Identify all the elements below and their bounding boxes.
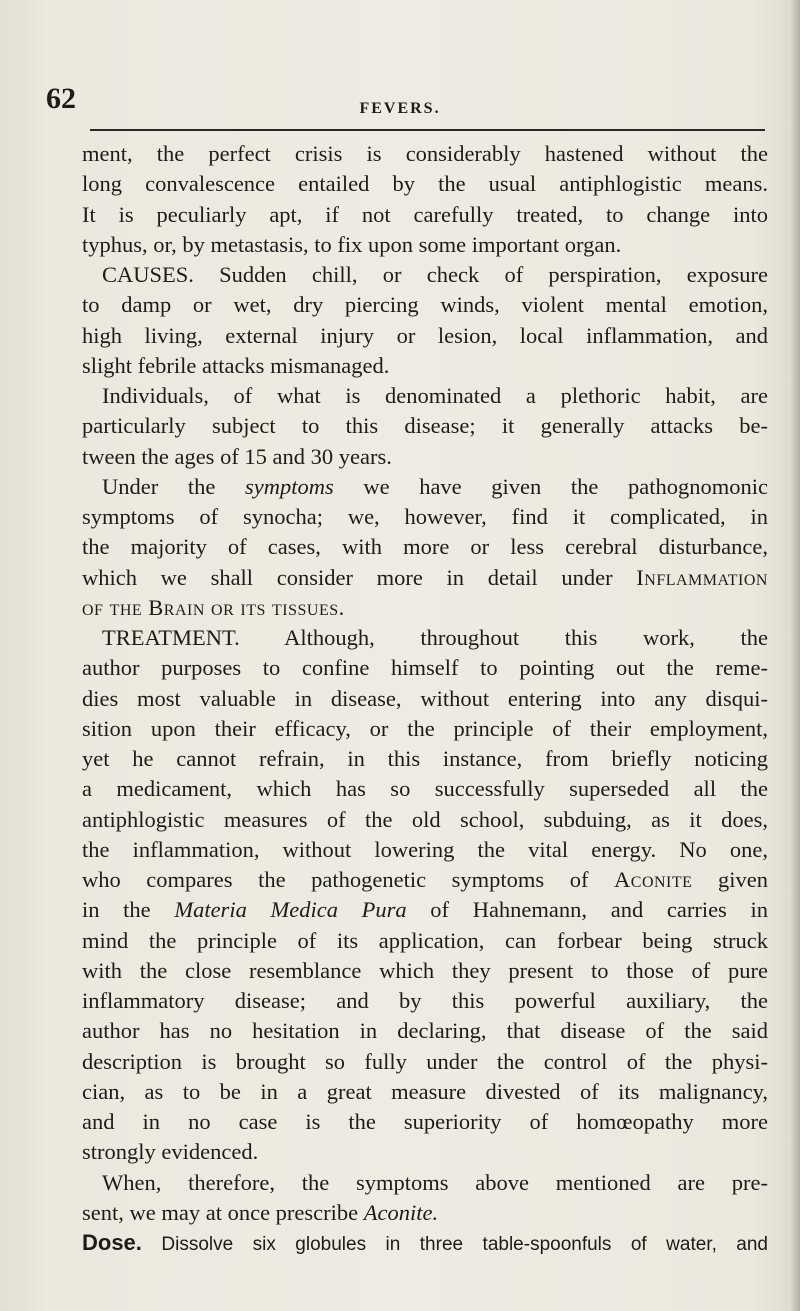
text-line: typhus, or, by metastasis, to fix upon some important organ. bbox=[82, 231, 622, 257]
text-line: with the close resemblance which they present to those of pure bbox=[82, 957, 768, 983]
text-line: slight febrile attacks mismanaged. bbox=[82, 352, 390, 378]
italic-text: Aconite. bbox=[363, 1199, 439, 1225]
text-line: When, therefore, the symptoms above mentioned are pre- bbox=[102, 1169, 768, 1195]
text-run: in the bbox=[82, 897, 175, 923]
text-run: who compares the pathogenetic symptoms of bbox=[82, 867, 615, 892]
section-heading: TREATMENT. bbox=[102, 625, 240, 650]
text-run: sent, we may at once prescribe bbox=[82, 1199, 364, 1225]
text-line: ment, the perfect crisis is considerably hastened without the bbox=[82, 141, 768, 166]
text-run: we have given the pathognomonic bbox=[333, 473, 768, 499]
text-line: sition upon their efficacy, or the principle of their employment, bbox=[82, 715, 768, 741]
section-heading: CAUSES. bbox=[102, 262, 194, 287]
small-caps-text: of the Brain or its tissues. bbox=[82, 594, 345, 620]
italic-text: symptoms bbox=[244, 473, 334, 499]
text-line: author purposes to confine himself to pointing out the reme- bbox=[82, 655, 768, 681]
text-line: Individuals, of what is denominated a plethoric habit, are bbox=[102, 383, 768, 408]
text-run: of Hahnemann, and carries in bbox=[406, 897, 768, 923]
text-line bbox=[82, 1198, 768, 1228]
text-line: yet he cannot refrain, in this instance, from briefly noticing bbox=[82, 746, 768, 771]
text-line bbox=[82, 472, 768, 502]
text-line bbox=[82, 593, 768, 623]
text-line bbox=[82, 895, 768, 925]
text-line: strongly evidenced. bbox=[82, 1139, 259, 1165]
text-line: long convalescence entailed by the usual antiphlogistic means. bbox=[82, 171, 768, 197]
body-text bbox=[82, 139, 768, 1258]
text-line: mind the principle of its application, can forbear being struck bbox=[82, 927, 768, 953]
text-line: description is brought so fully under the control of the physi- bbox=[82, 1048, 768, 1074]
text-line bbox=[82, 260, 768, 290]
text-line: dies most valuable in disease, without entering into any disqui- bbox=[82, 685, 768, 711]
small-caps-text: Inflammation bbox=[636, 564, 768, 590]
text-line bbox=[82, 623, 768, 653]
page-number: 62 bbox=[46, 82, 76, 115]
text-line: cian, as to be in a great measure divested of its malignancy, bbox=[82, 1078, 768, 1104]
dose-text: Dissolve six globules in three table-spoonfuls of water, and bbox=[141, 1234, 768, 1255]
small-caps-text: Aconite bbox=[614, 867, 693, 892]
text-line: symptoms of synocha; we, however, find it complicated, in bbox=[82, 504, 768, 529]
header-rule bbox=[90, 129, 765, 131]
text-line: tween the ages of 15 and 30 years. bbox=[82, 443, 392, 469]
text-line: particularly subject to this disease; it generally attacks be- bbox=[82, 413, 768, 439]
text-line bbox=[82, 865, 768, 895]
text-run: given bbox=[692, 867, 768, 892]
text-run: Under the bbox=[102, 473, 245, 499]
text-line: high living, external injury or lesion, local inflammation, and bbox=[82, 322, 768, 348]
text-line bbox=[82, 1228, 768, 1258]
text-line: a medicament, which has so successfully superseded all the bbox=[82, 776, 768, 802]
text-line: the inflammation, without lowering the vital energy. No one, bbox=[82, 836, 768, 862]
text-line: to damp or wet, dry piercing winds, violent mental emotion, bbox=[82, 292, 768, 318]
running-head: FEVERS. bbox=[359, 100, 441, 117]
text-run: Sudden chill, or check of perspiration, exposure bbox=[193, 262, 768, 287]
text-run: which we shall consider more in detail under bbox=[82, 564, 637, 590]
dose-heading: Dose. bbox=[82, 1230, 142, 1255]
text-line: antiphlogistic measures of the old school, subduing, as it does, bbox=[82, 806, 768, 832]
page-edge-shadow bbox=[790, 0, 800, 1311]
text-line: and in no case is the superiority of homœopathy more bbox=[82, 1109, 768, 1134]
text-line: author has no hesitation in declaring, that disease of the said bbox=[82, 1018, 768, 1044]
italic-text: Materia Medica Pura bbox=[174, 897, 407, 923]
text-line bbox=[82, 563, 768, 593]
text-line: the majority of cases, with more or less cerebral disturbance, bbox=[82, 534, 768, 560]
text-line: inflammatory disease; and by this powerful auxiliary, the bbox=[82, 988, 768, 1013]
text-line: It is peculiarly apt, if not carefully treated, to change into bbox=[82, 201, 768, 227]
text-run: Although, throughout this work, the bbox=[239, 625, 768, 650]
